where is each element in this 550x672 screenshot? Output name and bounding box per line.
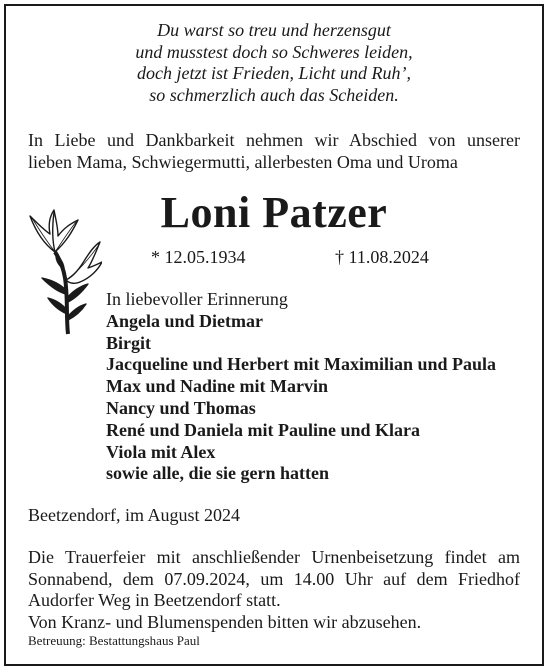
poem-line: und musstest doch so Schweres leiden, (135, 41, 413, 62)
intro-line: lieben Mama, Schwiegermutti, allerbesten Oma und Uroma (28, 151, 458, 172)
mourner-entry: Nancy und Thomas (106, 397, 256, 418)
mourner-entry: Jacqueline und Herbert mit Maximilian und Paula (106, 354, 497, 375)
death-date: † 11.08.2024 (335, 247, 429, 267)
birth-date: * 12.05.1934 (151, 247, 246, 267)
obituary-notice (4, 4, 544, 666)
notice-line: Audorfer Weg in Beetzendorf statt. (28, 590, 281, 610)
intro-line: In Liebe und Dankbarkeit nehmen wir Abschied von unserer (28, 130, 520, 150)
mourner-entry: Birgit (106, 332, 151, 353)
mourner-entry: sowie alle, die sie gern hatten (106, 463, 329, 484)
mourners-list (106, 289, 496, 485)
notice-line: Die Trauerfeier mit anschließender Urnenbeisetzung findet am (28, 547, 520, 567)
funeral-notice (28, 547, 520, 633)
lily-flower-icon (22, 206, 102, 336)
mourner-entry: René und Daniela mit Pauline und Klara (106, 419, 421, 440)
poem-line: so schmerzlich auch das Scheiden. (149, 84, 399, 105)
funeral-home-credit: Betreuung: Bestattungshaus Paul (28, 633, 200, 648)
notice-line: Sonnabend, dem 07.09.2024, um 14.00 Uhr auf dem Friedhof (28, 568, 520, 589)
mourners-lead: In liebevoller Erinnerung (106, 289, 288, 309)
deceased-name: Loni Patzer (160, 188, 388, 237)
intro-text (28, 130, 520, 173)
mourner-entry: Max und Nadine mit Marvin (106, 376, 329, 397)
poem-line: Du warst so treu und herzensgut (157, 20, 391, 40)
mourner-entry: Angela und Dietmar (106, 310, 263, 331)
mourner-entry: Viola mit Alex (106, 441, 216, 462)
poem-line: doch jetzt ist Frieden, Licht und Ruh’, (137, 63, 411, 83)
notice-line: Von Kranz- und Blumenspenden bitten wir abzusehen. (28, 611, 422, 632)
poem (6, 20, 542, 106)
place-date: Beetzendorf, im August 2024 (28, 505, 240, 525)
